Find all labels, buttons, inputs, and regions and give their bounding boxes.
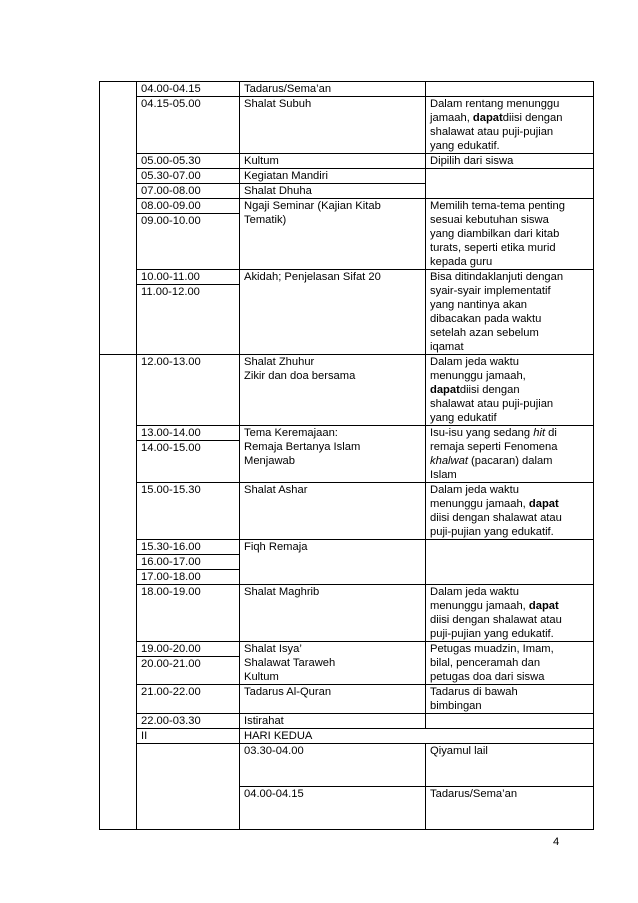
page-number: 4 — [553, 836, 560, 848]
table-row — [100, 154, 594, 169]
note-cell: Dipilih dari siswa — [426, 154, 594, 169]
time-cell: 09.00-10.00 — [137, 214, 240, 270]
time-cell: 20.00-21.00 — [137, 657, 240, 685]
table-row — [100, 355, 594, 426]
table-row — [100, 82, 594, 97]
activity-cell: Fiqh Remaja — [240, 540, 426, 585]
note-cell — [426, 169, 594, 199]
day-number-cell — [100, 82, 137, 355]
time-cell: 17.00-18.00 — [137, 570, 240, 585]
activity-cell: Shalat Subuh — [240, 97, 426, 154]
table-row — [100, 729, 594, 744]
time-cell: 05.30-07.00 — [137, 169, 240, 184]
table-row — [100, 199, 594, 214]
time-cell: 21.00-22.00 — [137, 685, 240, 714]
activity-cell: Shalat Dhuha — [240, 184, 426, 199]
time-cell: 19.00-20.00 — [137, 642, 240, 657]
activity-cell: Tema Keremajaan: Remaja Bertanya Islam Menjawab — [240, 426, 426, 483]
table-row — [100, 97, 594, 154]
table-row — [100, 270, 594, 285]
time-cell: 15.30-16.00 — [137, 540, 240, 555]
table-row — [100, 169, 594, 184]
activity-cell: Istirahat — [240, 714, 426, 729]
time-cell: 16.00-17.00 — [137, 555, 240, 570]
note-cell: Memilih tema-tema penting sesuai kebutuhan siswa yang diambilkan dari kitab turats, seperti etika murid kepada guru — [426, 199, 594, 270]
note-cell: Isu-isu yang sedang hit di remaja seperti Fenomena khalwat (pacaran) dalam Islam — [426, 426, 594, 483]
table-row — [100, 685, 594, 714]
note-cell: Dalam jeda waktu menunggu jamaah, dapat diisi dengan shalawat atau puji-pujian yang edukatif. — [426, 585, 594, 642]
time-cell: 13.00-14.00 — [137, 426, 240, 441]
table-row — [100, 483, 594, 540]
activity-cell: Tadarus/Sema’an — [240, 82, 426, 97]
activity-cell: Qiyamul lail — [426, 744, 594, 787]
time-cell: 04.00-04.15 — [240, 787, 426, 830]
schedule-table — [99, 81, 594, 830]
activity-cell: Ngaji Seminar (Kajian Kitab Tematik) — [240, 199, 426, 270]
activity-cell: Shalat Ashar — [240, 483, 426, 540]
table-row — [100, 585, 594, 642]
table-row — [100, 714, 594, 729]
time-cell: 04.15-05.00 — [137, 97, 240, 154]
note-cell: Petugas muadzin, Imam, bilal, penceramah dan petugas doa dari siswa — [426, 642, 594, 685]
activity-cell: Kegiatan Mandiri — [240, 169, 426, 184]
note-cell — [426, 82, 594, 97]
time-cell: 04.00-04.15 — [137, 82, 240, 97]
note-cell — [426, 540, 594, 585]
day-number-cell — [137, 744, 240, 830]
time-cell: 22.00-03.30 — [137, 714, 240, 729]
time-cell: 15.00-15.30 — [137, 483, 240, 540]
day-number-cell — [100, 355, 137, 830]
activity-cell: Shalat Isya’ Shalawat Taraweh Kultum — [240, 642, 426, 685]
activity-cell: Shalat Zhuhur Zikir dan doa bersama — [240, 355, 426, 426]
table-row — [100, 426, 594, 441]
time-cell: 14.00-15.00 — [137, 441, 240, 483]
time-cell: 12.00-13.00 — [137, 355, 240, 426]
activity-cell: Shalat Maghrib — [240, 585, 426, 642]
time-cell: 05.00-05.30 — [137, 154, 240, 169]
time-cell: 18.00-19.00 — [137, 585, 240, 642]
note-cell: Dalam jeda waktu menunggu jamaah, dapat diisi dengan shalawat atau puji-pujian yang edukatif. — [426, 483, 594, 540]
day-heading-cell: HARI KEDUA — [240, 729, 594, 744]
note-cell: Dalam rentang menunggu jamaah, dapatdiisi dengan shalawat atau puji-pujian yang edukatif. — [426, 97, 594, 154]
note-cell — [426, 714, 594, 729]
activity-cell: Akidah; Penjelasan Sifat 20 — [240, 270, 426, 355]
note-cell: Dalam jeda waktu menunggu jamaah, dapatdiisi dengan shalawat atau puji-pujian yang edukatif — [426, 355, 594, 426]
day-number-cell: II — [137, 729, 240, 744]
table-row — [100, 744, 594, 787]
time-cell: 03.30-04.00 — [240, 744, 426, 787]
activity-cell: Tadarus Al-Quran — [240, 685, 426, 714]
note-cell: Bisa ditindaklanjuti dengan syair-syair implementatif yang nantinya akan dibacakan pada waktu setelah azan sebelum iqamat — [426, 270, 594, 355]
note-cell: Tadarus di bawah bimbingan — [426, 685, 594, 714]
activity-cell: Kultum — [240, 154, 426, 169]
time-cell: 07.00-08.00 — [137, 184, 240, 199]
time-cell: 10.00-11.00 — [137, 270, 240, 285]
table-row — [100, 642, 594, 657]
table-row — [100, 540, 594, 555]
time-cell: 11.00-12.00 — [137, 285, 240, 355]
activity-cell: Tadarus/Sema’an — [426, 787, 594, 830]
time-cell: 08.00-09.00 — [137, 199, 240, 214]
